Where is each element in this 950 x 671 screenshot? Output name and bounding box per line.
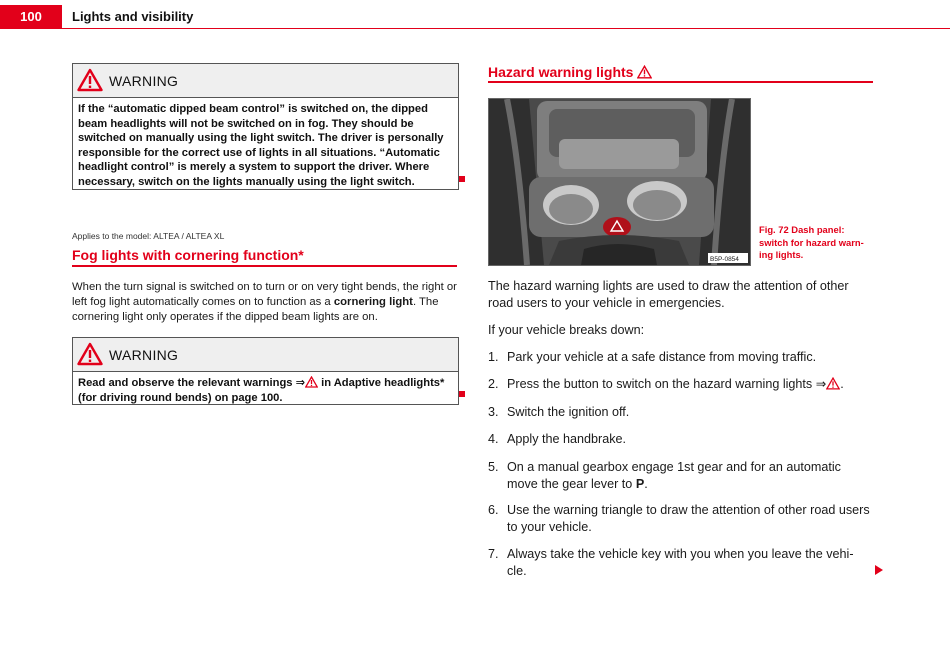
dash-panel-photo bbox=[488, 98, 751, 266]
paragraph-text: When the turn signal is switched on to turn or on very tight bends, the right or left fog light automatically comes on to function as a bbox=[72, 281, 457, 308]
warning-label: WARNING bbox=[109, 73, 179, 89]
list-number: 4. bbox=[488, 432, 499, 446]
list-item bbox=[488, 431, 873, 448]
list-text: Park your vehicle at a safe distance from moving traffic. bbox=[507, 350, 817, 364]
fog-lights-paragraph bbox=[72, 280, 457, 325]
warning-header bbox=[73, 338, 458, 372]
warning-box-adaptive bbox=[72, 337, 459, 405]
list-text: Use the warning triangle to draw the attention of other road users to your vehicle. bbox=[507, 503, 870, 534]
list-text-part: . bbox=[644, 476, 648, 491]
model-applicability: Applies to the model: ALTEA / ALTEA XL bbox=[72, 231, 225, 241]
list-number: 7. bbox=[488, 547, 499, 561]
list-item bbox=[488, 546, 873, 579]
end-of-section-icon bbox=[459, 391, 465, 397]
list-item bbox=[488, 502, 873, 535]
warning-text-part: Read and observe the relevant warnings ⇒ bbox=[78, 377, 305, 389]
breakdown-lead: If your vehicle breaks down: bbox=[488, 323, 645, 337]
list-number: 6. bbox=[488, 503, 499, 517]
list-item bbox=[488, 349, 873, 366]
warning-triangle-icon[interactable] bbox=[637, 65, 652, 79]
list-number: 1. bbox=[488, 350, 499, 364]
page-header bbox=[0, 0, 950, 30]
page-number: 100 bbox=[0, 5, 62, 29]
list-item bbox=[488, 404, 873, 421]
list-text: Always take the vehicle key with you when you leave the vehi-cle. bbox=[507, 547, 854, 578]
header-rule bbox=[0, 28, 950, 29]
photo-code: B5P-0854 bbox=[710, 256, 739, 263]
list-number: 5. bbox=[488, 460, 499, 474]
list-item bbox=[488, 376, 873, 393]
section-rule bbox=[72, 265, 457, 267]
end-of-section-icon bbox=[459, 176, 465, 182]
warning-triangle-icon[interactable] bbox=[305, 376, 318, 388]
warning-header bbox=[73, 64, 458, 98]
warning-box-dipped-beam bbox=[72, 63, 459, 190]
paragraph-emphasis: cornering light bbox=[333, 296, 413, 308]
warning-text bbox=[73, 372, 458, 407]
list-item bbox=[488, 459, 873, 492]
list-text bbox=[507, 459, 873, 492]
warning-label: WARNING bbox=[109, 347, 179, 363]
list-text-emphasis: P bbox=[635, 476, 645, 491]
warning-triangle-icon[interactable] bbox=[826, 377, 840, 390]
next-page-arrow-icon[interactable] bbox=[875, 565, 883, 575]
section-title-hazard bbox=[488, 64, 652, 80]
list-text: Switch the ignition off. bbox=[507, 405, 630, 419]
chapter-title: Lights and visibility bbox=[72, 9, 194, 24]
warning-triangle-icon bbox=[77, 68, 103, 92]
hazard-intro: The hazard warning lights are used to draw the attention of other road users to your vehicle in emergencies. bbox=[488, 279, 849, 310]
list-text: Press the button to switch on the hazard warning lights ⇒ . bbox=[507, 377, 844, 391]
warning-triangle-icon bbox=[77, 342, 103, 366]
section-rule bbox=[488, 81, 873, 83]
section-title-fog-lights: Fog lights with cornering function* bbox=[72, 247, 304, 263]
list-number: 2. bbox=[488, 377, 499, 391]
list-number: 3. bbox=[488, 405, 499, 419]
section-title-text: Hazard warning lights bbox=[488, 64, 634, 80]
figure-caption: Fig. 72 Dash panel: switch for hazard warn-ing lights. bbox=[759, 224, 864, 260]
warning-text: If the “automatic dipped beam control” is switched on, the dipped beam headlights will not be switched on in fog. They should be switched on manually using the light switch. The driver is personally responsible for the correct use of lights in all situations. “Automatic headlight control” is merely a system to support the driver. Where necessary, switch on the lights manually using the light switch. bbox=[78, 103, 444, 188]
list-text-part: Press the button to switch on the hazard warning lights ⇒ bbox=[507, 377, 827, 391]
warning-text-part: in Adaptive headlights* (for driving round bends) on page 100. bbox=[78, 377, 445, 404]
list-text: Apply the handbrake. bbox=[507, 432, 627, 446]
paragraph-text: . The cornering light only operates if the dipped beam lights are on. bbox=[72, 296, 439, 323]
list-text-part: On a manual gearbox engage 1st gear and for an automatic move the gear lever to bbox=[507, 460, 841, 491]
